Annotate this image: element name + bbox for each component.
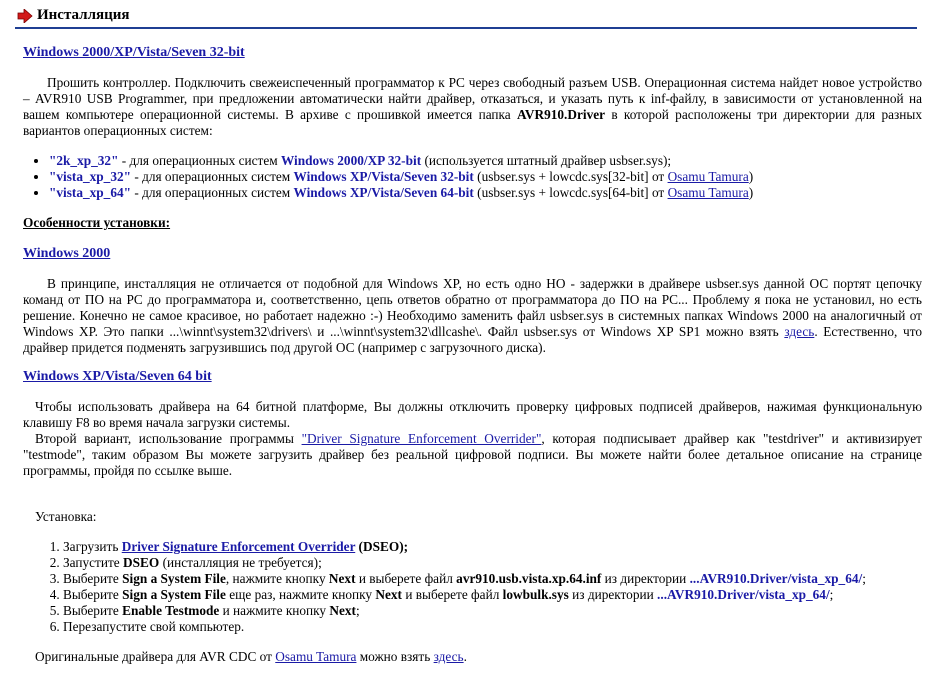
footer-text: можно взять — [356, 649, 434, 664]
folder-name: "2k_xp_32" — [49, 153, 119, 168]
list-item — [63, 603, 922, 619]
item-tail: (usbser.sys + lowcdc.sys[32-bit] — [473, 169, 649, 184]
win64-paragraph-2 — [23, 431, 922, 479]
step-text: Перезапустите свой компьютер. — [63, 619, 245, 634]
driver-folder-name: AVR910.Driver — [517, 107, 606, 122]
install-label: Установка: — [35, 509, 97, 524]
item-text: - для операционных систем — [131, 185, 294, 200]
win2000-text-end: . Естественно, что драйвер придется подменять загрузившись под другой ОС (например с загрузочного диска). — [23, 324, 922, 355]
step-text: ; — [356, 603, 360, 618]
heading-win2000[interactable]: Windows 2000 — [23, 246, 111, 261]
step-text: из директории — [601, 571, 690, 586]
author-link[interactable]: Osamu Tamura — [667, 185, 749, 200]
intro-text: Прошить контроллер. Подключить свежеиспеченный программатор к PC через свободный разъем USB. Операционная система найдет новое устройство – AVR910 USB Programmer, при предложении автоматически найти драйвер, отказаться, и указать путь к inf-файлу, в зависимости от установленной на вашем компьютере операционной системы. В архиве с прошивкой имеется папка — [23, 75, 922, 122]
step-text: и выберете файл — [402, 587, 503, 602]
file-name: avr910.usb.vista.xp.64.inf — [456, 571, 602, 586]
win2000-text: В принципе, инсталляция не отличается от подобной для Windows XP, но есть одно НО - задержки в драйвере usbser.sys данной ОС портят цепочку команд от ПО на PC до программатора и, соответственно, цепь ответов обратно от программатора до ПО на PC... Проблему я пока не установил, но есть решение. Конечно не самое красивое, но работает надежно :-) Необходимо заменить файл usbser.sys в системных папках Windows 2000 на аналогичный от Windows XP. Это папки ...\winnt\system32\drivers\ и ...\winnt\system32\dllcashe\. Файл usbser.sys от Windows XP SP1 можно взять — [23, 276, 922, 339]
step-text-bold: DSEO — [123, 555, 160, 570]
os-folder-list — [23, 153, 922, 201]
download-usbser-link[interactable]: здесь — [784, 324, 815, 339]
list-item — [49, 169, 922, 185]
red-arrow-icon — [17, 9, 33, 23]
list-item — [49, 185, 922, 201]
step-text-bold: Next — [328, 571, 356, 586]
intro-paragraph — [23, 75, 922, 139]
page-title: Инсталляция — [37, 7, 130, 23]
list-item — [63, 555, 922, 571]
step-text-bold: Next — [329, 603, 356, 618]
footer-author-link[interactable]: Osamu Tamura — [275, 649, 357, 664]
list-item — [63, 587, 922, 603]
step-text: и выберете файл — [355, 571, 457, 586]
list-item — [63, 571, 922, 587]
dseo-download-link[interactable]: Driver Signature Enforcement Overrider — [121, 539, 356, 554]
step-text-bold: Sign a System File — [122, 571, 226, 586]
folder-name: "vista_xp_64" — [49, 185, 131, 200]
section-header — [15, 5, 917, 29]
os-name: Windows XP/Vista/Seven 64-bit — [293, 185, 474, 200]
list-item — [63, 539, 922, 555]
heading-win32[interactable]: Windows 2000/XP/Vista/Seven 32-bit — [23, 45, 245, 60]
heading-win64[interactable]: Windows XP/Vista/Seven 64 bit — [23, 369, 212, 384]
step-text: Запустите — [63, 555, 124, 570]
file-name: lowbulk.sys — [502, 587, 569, 602]
os-name: Windows 2000/XP 32-bit — [280, 153, 422, 168]
step-text-bold: Next — [375, 587, 402, 602]
step-text-bold: Enable Testmode — [122, 603, 220, 618]
item-text: - для операционных систем — [131, 169, 294, 184]
author-link[interactable]: Osamu Tamura — [667, 169, 749, 184]
list-item — [49, 153, 922, 169]
item-from: от — [648, 185, 668, 200]
item-end: ) — [748, 169, 754, 184]
footer-text: . — [463, 649, 467, 664]
item-from: от — [648, 169, 668, 184]
article-body — [23, 44, 922, 665]
step-text: Загрузить — [63, 539, 122, 554]
footer-text: Оригинальные драйвера для AVR CDC от — [35, 649, 276, 664]
step-text: Выберите — [63, 571, 123, 586]
folder-name: "vista_xp_32" — [49, 169, 131, 184]
step-text: Выберите — [63, 587, 123, 602]
step-text-bold: (DSEO); — [355, 539, 409, 554]
step-text: (инсталляция не требуется); — [159, 555, 322, 570]
install-steps — [23, 539, 922, 635]
step-text: и нажмите кнопку — [219, 603, 330, 618]
footer-note — [23, 649, 922, 665]
footer-download-link[interactable]: здесь — [433, 649, 464, 664]
item-tail: (usbser.sys + lowcdc.sys[64-bit] — [473, 185, 649, 200]
step-text-bold: Sign a System File — [122, 587, 226, 602]
step-text: ; — [862, 571, 866, 586]
win64-paragraph-1: Чтобы использовать драйвера на 64 битной платформе, Вы должны отключить проверку цифровых подписей драйверов, нажимая функциональную клавишу F8 во время начала загрузки системы. — [23, 399, 922, 430]
item-end: ) — [748, 185, 754, 200]
step-text: Выберите — [63, 603, 123, 618]
intro-text-end: в которой расположены три директории для разных вариантов операционных систем: — [23, 107, 922, 138]
directory-path: ...AVR910.Driver/vista_xp_64/ — [689, 571, 863, 586]
directory-path: ...AVR910.Driver/vista_xp_64/ — [657, 587, 830, 602]
step-text: из директории — [568, 587, 658, 602]
step-text: еще раз, нажмите кнопку — [225, 587, 376, 602]
win64-text: Второй вариант, использование программы — [35, 431, 302, 446]
os-name: Windows XP/Vista/Seven 32-bit — [293, 169, 474, 184]
item-tail: (используется штатный драйвер usbser.sys); — [421, 153, 672, 168]
dseo-link[interactable]: "Driver Signature Enforcement Overrider" — [301, 431, 542, 446]
win64-text-end: , которая подписывает драйвер как "testdriver" и активизирует "testmode", таким образом Вы можете загрузить драйвер без реальной цифровой подписи. Вы можете найти более детальное описание на странице программы, пройдя по ссылке выше. — [23, 431, 922, 478]
features-heading: Особенности установки: — [23, 215, 171, 230]
item-text: - для операционных систем — [118, 153, 281, 168]
step-text: ; — [829, 587, 834, 602]
win2000-paragraph — [23, 276, 922, 356]
step-text: , нажмите кнопку — [225, 571, 329, 586]
list-item — [63, 619, 922, 635]
